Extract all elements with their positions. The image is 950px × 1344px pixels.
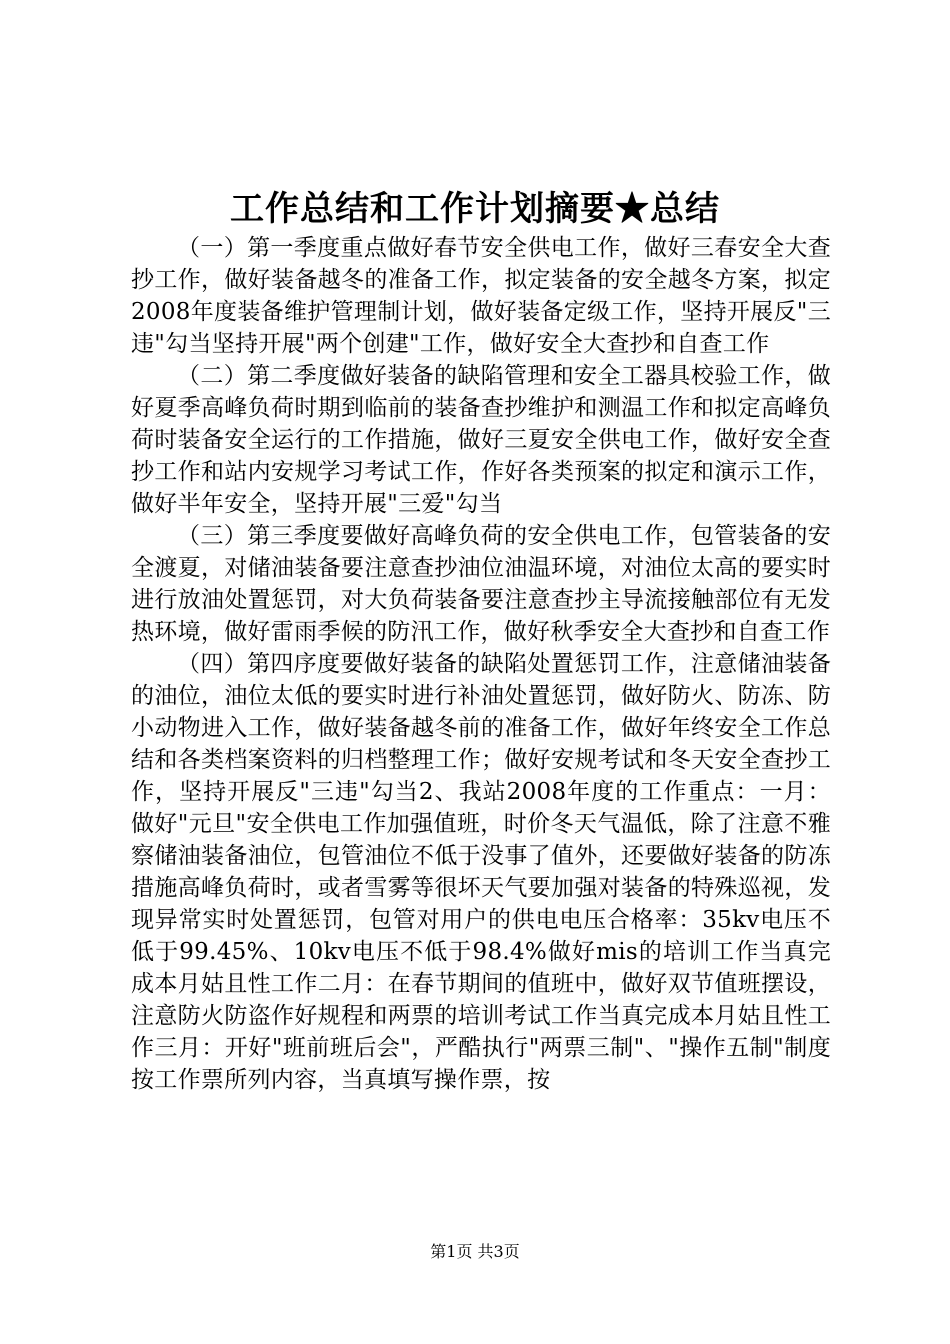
paragraph-q2: （二）第二季度做好装备的缺陷管理和安全工器具校验工作，做好夏季高峰负荷时期到临前的装备查抄维护和测温工作和拟定高峰负荷时装备安全运行的工作措施，做好三夏安全供电工作，做好安全查抄工作和站内安规学习考试工作，作好各类预案的拟定和演示工作，做好半年安全，坚持开展"三爱"勾当 [131, 363, 831, 517]
paragraph-q4: （四）第四序度要做好装备的缺陷处置惩罚工作，注意储油装备的油位，油位太低的要实时进行补油处置惩罚，做好防火、防冻、防小动物进入工作，做好装备越冬前的准备工作，做好年终安全工作总结和各类档案资料的归档整理工作；做好安规考试和冬天安全查抄工作，坚持开展反"三违"勾当2、我站2008年度的工作重点：一月：做好"元旦"安全供电工作加强值班，时价冬天气温低，除了注意不雅察储油装备油位，包管油位不低于没事了值外，还要做好装备的防冻措施高峰负荷时，或者雪雾等很坏天气要加强对装备的特殊巡视，发现异常实时处置惩罚，包管对用户的供电电压合格率：35kv电压不低于99.45%、10kv电压不低于98.4%做好mis的培训工作当真完成本月姑且性工作二月：在春节期间的值班中，做好双节值班摆设，注意防火防盗作好规程和两票的培训考试工作当真完成本月姑且性工作三月：开好"班前班后会"，严酷执行"两票三制"、"操作五制"制度按工作票所列内容，当真填写操作票，按 [131, 651, 831, 1093]
document-body [131, 232, 831, 1096]
document-title: 工作总结和工作计划摘要★总结 [230, 189, 720, 229]
page-number-footer: 第1页 共3页 [430, 1242, 520, 1261]
paragraph-q1: （一）第一季度重点做好春节安全供电工作，做好三春安全大查抄工作，做好装备越冬的准备工作，拟定装备的安全越冬方案，拟定2008年度装备维护管理制计划，做好装备定级工作，坚持开展反"三违"勾当坚持开展"两个创建"工作，做好安全大查抄和自查工作 [131, 235, 831, 357]
paragraph-q3: （三）第三季度要做好高峰负荷的安全供电工作，包管装备的安全渡夏，对储油装备要注意查抄油位油温环境，对油位太高的要实时进行放油处置惩罚，对大负荷装备要注意查抄主导流接触部位有无发热环境，做好雷雨季候的防汛工作，做好秋季安全大查抄和自查工作 [131, 523, 831, 645]
